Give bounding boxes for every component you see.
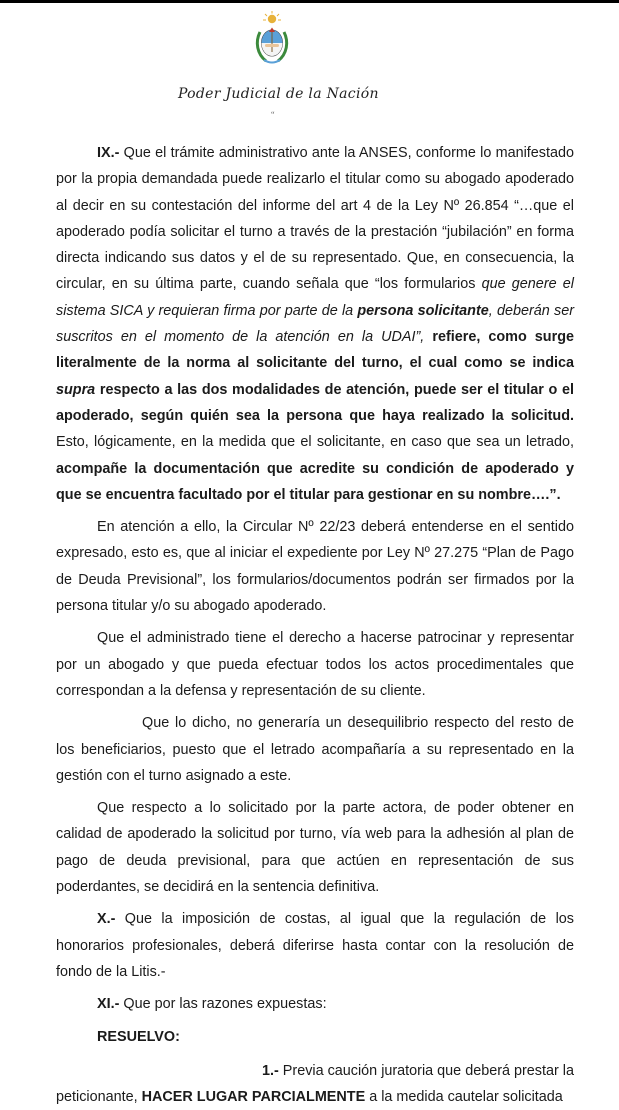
- heading-resuelvo: [56, 1024, 574, 1050]
- item-label-1: 1.-: [262, 1062, 279, 1079]
- bold-run: HACER LUGAR PARCIALMENTE: [141, 1089, 366, 1106]
- italic-run: que genere el sistema SICA y requieran firma por parte de la: [56, 276, 574, 319]
- bold-run: acompañe la documentación que acredite su condición de apoderado y que se encuentra facultado por el titular para gestionar en su nombre….”.: [56, 460, 574, 503]
- text-run: Esto, lógicamente, en la medida que el solicitante, en caso que sea un letrado,: [56, 434, 574, 451]
- court-header-title: Poder Judicial de la Nación: [178, 86, 379, 102]
- paragraph-ix: [56, 140, 574, 508]
- text-run: Que el trámite administrativo ante la ANSES, conforme lo manifestado por la propia demandada puede realizarlo el titular como su abogado apoderado al decir en su contestación del informe del art 4 de la Ley Nº 26.854 “…que el apoderado podía solicitar el turno a través de la prestación “jubilación” en forma directa indicando sus datos y el de su representado. Que, en consecuencia, la circular, en su última parte, cuando señala que “los formularios: [56, 145, 574, 293]
- section-label-xi: XI.-: [97, 996, 120, 1013]
- bold-run: refiere, como surge literalmente de la norma al solicitante del turno, el cual como se indica: [56, 329, 574, 372]
- paragraph-actora: Que respecto a lo solicitado por la parte actora, de poder obtener en calidad de apoderado la solicitud por turno, vía web para la adhesión al plan de pago de deuda previsional, para que actúen en representación de sus poderdantes, se decidirá en la sentencia definitiva.: [56, 800, 574, 896]
- header-mark: “: [271, 110, 275, 119]
- paragraph-administrado: Que el administrado tiene el derecho a hacerse patrocinar y representar por un abogado y que pueda efectuar todos los actos procedimentales que correspondan a la defensa y representación de su cliente.: [56, 630, 574, 699]
- paragraph-xi: [56, 991, 574, 1017]
- document-body: [56, 140, 574, 1110]
- paragraph-dicho: Que lo dicho, no generaría un desequilibrio respecto del resto de los beneficiarios, puesto que el letrado acompañaría a su representado en la gestión con el turno asignado a este.: [56, 715, 574, 784]
- bold-italic-run: supra: [56, 381, 96, 398]
- paragraph-atencion: En atención a ello, la Circular Nº 22/23 deberá entenderse en el sentido expresado, esto es, que al iniciar el expediente por Ley Nº 27.275 “Plan de Pago de Deuda Previsional”, los formularios/documentos podrán ser firmados por la persona titular y/o su abogado apoderado.: [56, 519, 574, 615]
- section-label-ix: IX.-: [97, 145, 120, 161]
- top-edge-bar: [0, 0, 619, 3]
- paragraph-x: [56, 906, 574, 985]
- text-run: Que la imposición de costas, al igual que la regulación de los honorarios profesionales, deberá diferirse hasta contar con la resolución de fondo de la Litis.-: [56, 911, 574, 980]
- paragraph-resolution-1: [56, 1058, 574, 1110]
- bold-italic-run: persona solicitante: [357, 302, 489, 319]
- resuelvo-label: RESUELVO:: [97, 1028, 180, 1045]
- italic-run: , deberán ser suscritos en el momento de la atención en la UDAI”,: [56, 302, 574, 346]
- bold-run: respecto a las dos modalidades de atención, puede ser el titular o el apoderado, según quién sea la persona que haya realizado la solicitud.: [56, 381, 574, 424]
- section-label-x: X.-: [97, 911, 116, 928]
- argentina-coat-of-arms-icon: [252, 10, 292, 66]
- text-run: Previa caución juratoria que deberá prestar la peticionante,: [56, 1062, 574, 1106]
- text-run: a la medida cautelar solicitada: [365, 1089, 563, 1106]
- text-run: Que por las razones expuestas:: [119, 996, 327, 1013]
